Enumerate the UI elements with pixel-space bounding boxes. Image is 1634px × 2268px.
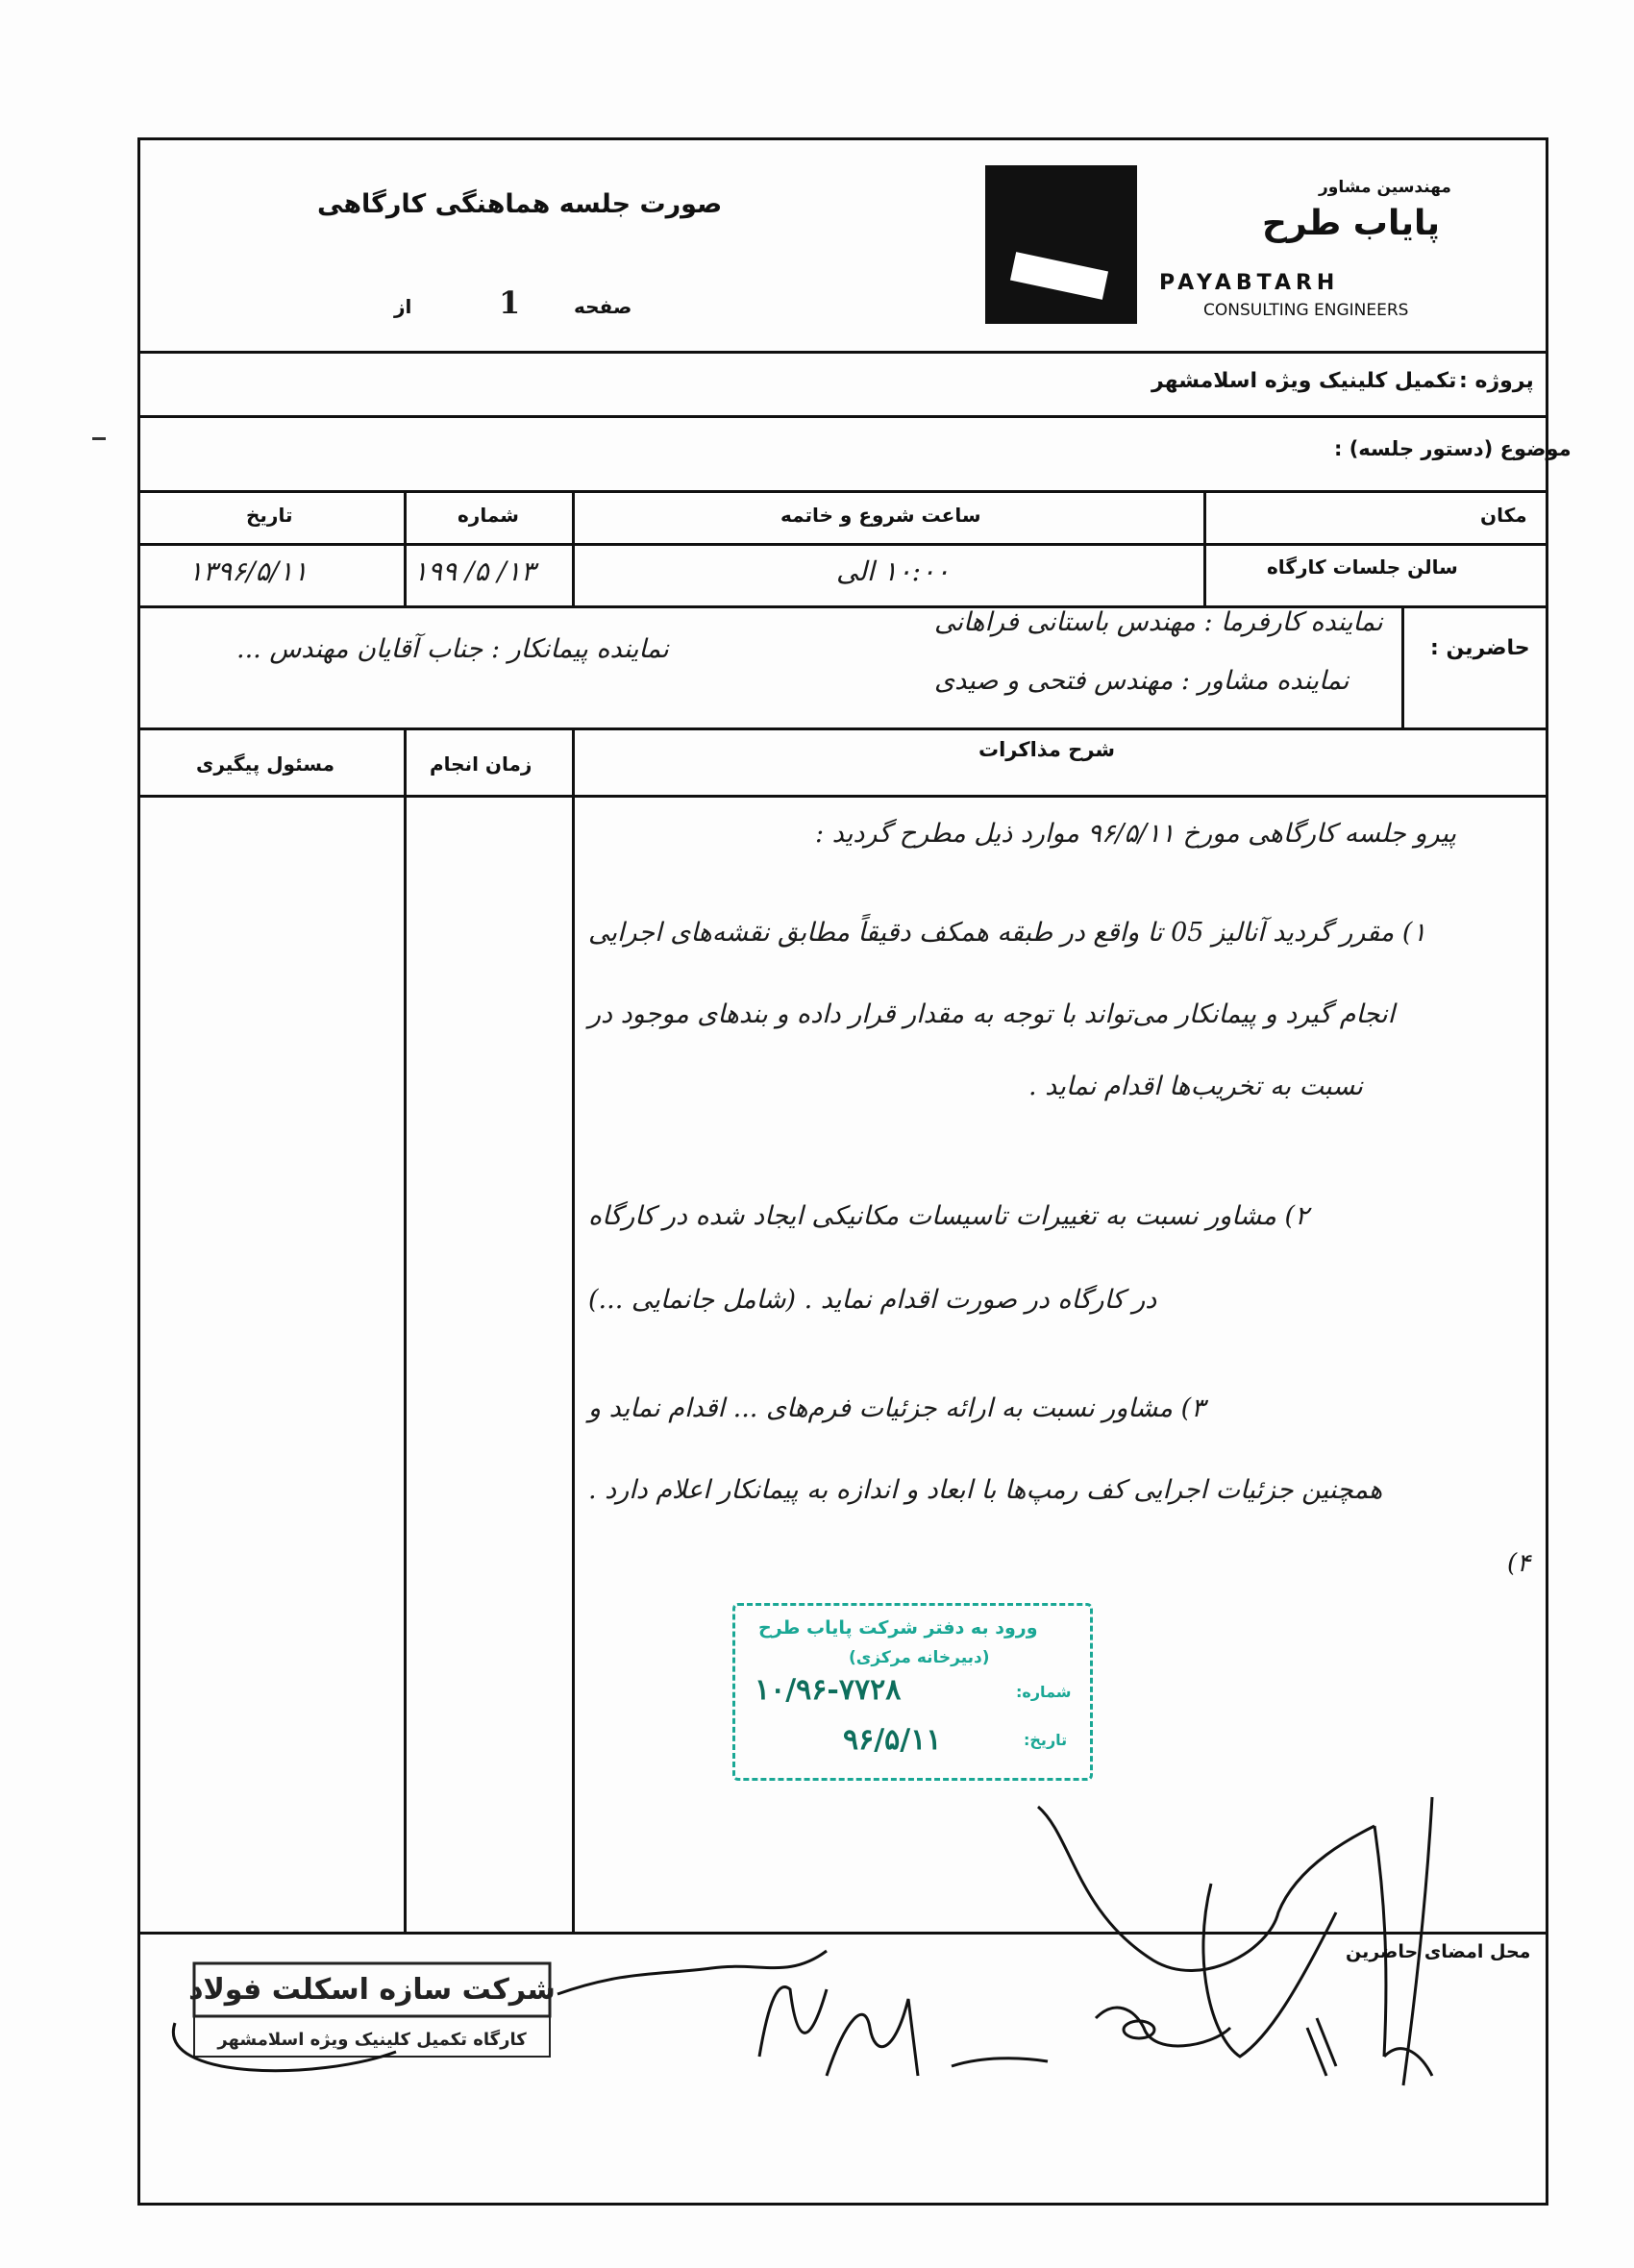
time-column-header: زمان انجام <box>430 752 532 776</box>
company-name-fa: پایاب طرح <box>1262 204 1441 243</box>
time-value: ۱۰:۰۰ الی <box>836 555 951 587</box>
description-column-header: شرح مذاکرات <box>978 738 1116 761</box>
company-name-en: PAYABTARH <box>1159 271 1340 295</box>
col-divider <box>572 490 575 605</box>
note-item-2-line-2: در کارگاه در صورت اقدام نماید . (شامل جانمایی ...) <box>588 1285 1157 1315</box>
row-divider <box>137 351 1548 354</box>
signatures-graphic <box>538 1768 1499 2114</box>
company-subtitle: مهندسین مشاور <box>1319 178 1451 197</box>
project-value: تکمیل کلینیک ویژه اسلامشهر <box>1151 369 1457 393</box>
page-label: صفحه <box>574 295 632 318</box>
place-label: مکان <box>1480 504 1527 527</box>
of-label: از <box>394 295 412 318</box>
note-item-1-line-2: انجام گیرد و پیمانکار می‌تواند با توجه به مقدار قرار داده و بندهای موجود در <box>588 999 1396 1029</box>
number-label: شماره <box>458 504 519 527</box>
company-logo-icon <box>985 165 1137 324</box>
col-divider <box>404 490 407 605</box>
note-item-1-line-3: نسبت به تخریب‌ها اقدام نماید . <box>1028 1072 1363 1101</box>
svg-text:شرکت سازه اسکلت فولاد: شرکت سازه اسکلت فولاد <box>188 1973 556 2007</box>
stamp-number-label: شماره: <box>1016 1683 1072 1701</box>
stamp-number: ۱۰/۹۶-۷۷۲۸ <box>755 1673 902 1707</box>
stamp-date-label: تاریخ: <box>1024 1731 1068 1749</box>
note-item-3-line-1: ۳) مشاور نسبت به ارائه جزئیات فرم‌های ... اقدام نماید و <box>588 1393 1205 1423</box>
stamp-subtitle: (دبیرخانه مرکزی) <box>849 1648 990 1667</box>
margin-mark <box>92 437 106 440</box>
attendee-employer: نماینده کارفرما : مهندس باستانی فراهانی <box>934 607 1383 637</box>
project-label: پروژه : <box>1459 369 1534 393</box>
note-item-2-line-1: ۲) مشاور نسبت به تغییرات تاسیسات مکانیکی ایجاد شده در کارگاه <box>588 1201 1309 1231</box>
note-item-4: ۴) <box>1507 1549 1531 1578</box>
col-divider <box>572 727 575 1932</box>
col-divider <box>1203 490 1206 605</box>
date-value: ۱۳۹۶/۵/۱۱ <box>188 555 309 587</box>
receipt-stamp <box>732 1603 1093 1781</box>
page-number: 1 <box>499 284 521 321</box>
row-divider <box>137 415 1548 418</box>
company-name-en-sub: CONSULTING ENGINEERS <box>1203 301 1409 320</box>
time-label: ساعت شروع و خاتمه <box>780 504 981 527</box>
row-divider <box>137 727 1548 730</box>
form-title: صورت جلسه هماهنگی کارگاهی <box>317 189 723 219</box>
stamp-title: ورود به دفتر شرکت پایاب طرح <box>758 1617 1038 1639</box>
attendee-consultant: نماینده مشاور : مهندس فتحی و صیدی <box>934 666 1349 696</box>
place-value: سالن جلسات کارگاه <box>1267 555 1458 579</box>
note-item-1-line-1: ۱) مقرر گردید آنالیز 05 تا واقع در طبقه همکف دقیقاً مطابق نقشه‌های اجرایی <box>588 918 1426 948</box>
col-divider <box>1401 605 1404 727</box>
attendees-label: حاضرین : <box>1430 636 1530 660</box>
signatures-label: محل امضای حاضرین <box>1346 1941 1531 1962</box>
col-divider <box>404 727 407 1932</box>
date-label: تاریخ <box>246 504 293 527</box>
attendee-contractor: نماینده پیمانکار : جناب آقایان مهندس ... <box>236 634 669 664</box>
note-item-3-line-2: همچنین جزئیات اجرایی کف رمپ‌ها با ابعاد و اندازه به پیمانکار اعلام دارد . <box>588 1475 1383 1505</box>
row-divider <box>137 543 1548 546</box>
company-stamp <box>165 1956 569 2076</box>
number-value: ۱۳/ ۵/ ۱۹۹ <box>413 555 535 587</box>
notes-intro: پیرو جلسه کارگاهی مورخ ۹۶/۵/۱۱ موارد ذیل مطرح گردید : <box>815 819 1457 849</box>
stamp-date: ۹۶/۵/۱۱ <box>843 1723 942 1757</box>
subject-label: موضوع (دستور جلسه) : <box>1334 437 1572 460</box>
row-divider <box>137 795 1548 798</box>
row-divider <box>137 490 1548 493</box>
svg-text:کارگاه تکمیل کلینیک ویژه اسلام: کارگاه تکمیل کلینیک ویژه اسلامشهر <box>217 2030 527 2050</box>
responsible-column-header: مسئول پیگیری <box>196 752 334 776</box>
